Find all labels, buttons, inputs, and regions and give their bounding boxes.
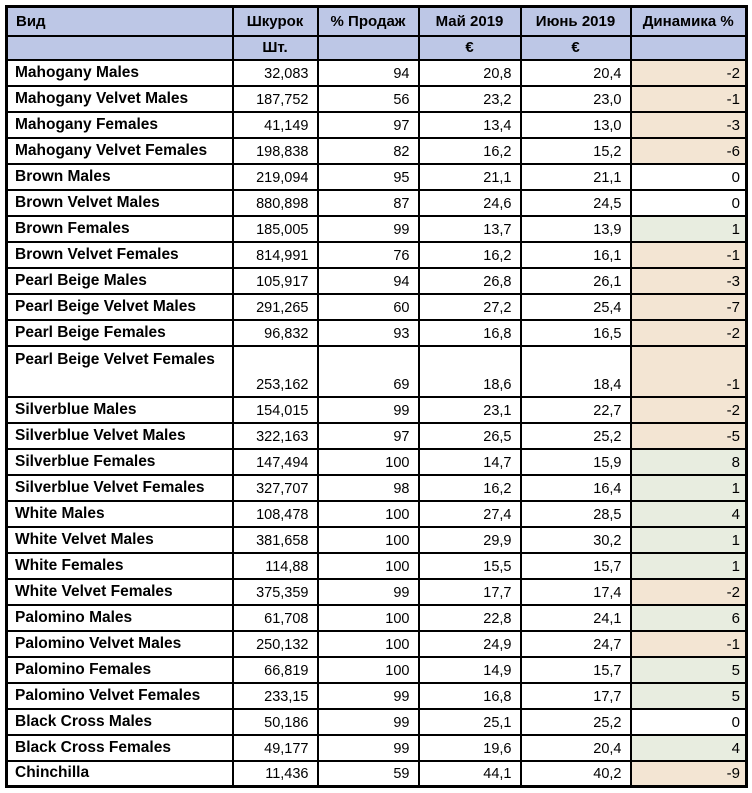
- subheader-june-euro: €: [521, 36, 631, 60]
- june-price-cell: 26,1: [521, 268, 631, 294]
- may-price-cell: 18,6: [419, 346, 521, 397]
- fur-type-cell: Pearl Beige Velvet Females: [7, 346, 233, 397]
- header-row: [7, 7, 747, 36]
- table-row: [7, 475, 747, 501]
- pelts-cell: 814,991: [233, 242, 318, 268]
- dynamics-cell: 1: [631, 553, 747, 579]
- column-header-dynamics: Динамика %: [631, 7, 747, 36]
- table-row: [7, 709, 747, 735]
- june-price-cell: 25,2: [521, 709, 631, 735]
- fur-type-cell: White Velvet Males: [7, 527, 233, 553]
- sales-pct-cell: 93: [318, 320, 419, 346]
- pelts-cell: 198,838: [233, 138, 318, 164]
- pelts-cell: 61,708: [233, 605, 318, 631]
- dynamics-cell: 1: [631, 527, 747, 553]
- pelts-cell: 327,707: [233, 475, 318, 501]
- june-price-cell: 13,9: [521, 216, 631, 242]
- fur-type-cell: Silverblue Velvet Females: [7, 475, 233, 501]
- table-row: [7, 579, 747, 605]
- subheader-units: Шт.: [233, 36, 318, 60]
- june-price-cell: 23,0: [521, 86, 631, 112]
- may-price-cell: 13,4: [419, 112, 521, 138]
- june-price-cell: 25,4: [521, 294, 631, 320]
- sales-pct-cell: 97: [318, 423, 419, 449]
- sales-pct-cell: 56: [318, 86, 419, 112]
- sales-pct-cell: 87: [318, 190, 419, 216]
- may-price-cell: 44,1: [419, 761, 521, 787]
- table-row: [7, 605, 747, 631]
- table-row: [7, 657, 747, 683]
- column-header-sales-pct: % Продаж: [318, 7, 419, 36]
- pelts-cell: 291,265: [233, 294, 318, 320]
- table-row: [7, 423, 747, 449]
- fur-type-cell: White Velvet Females: [7, 579, 233, 605]
- dynamics-cell: -1: [631, 242, 747, 268]
- fur-price-table: [5, 5, 748, 788]
- column-header-pelts: Шкурок: [233, 7, 318, 36]
- table-row: [7, 242, 747, 268]
- may-price-cell: 26,5: [419, 423, 521, 449]
- june-price-cell: 16,5: [521, 320, 631, 346]
- dynamics-cell: -1: [631, 631, 747, 657]
- pelts-cell: 114,88: [233, 553, 318, 579]
- sales-pct-cell: 99: [318, 709, 419, 735]
- fur-type-cell: White Females: [7, 553, 233, 579]
- june-price-cell: 25,2: [521, 423, 631, 449]
- june-price-cell: 15,7: [521, 657, 631, 683]
- sales-pct-cell: 99: [318, 216, 419, 242]
- june-price-cell: 40,2: [521, 761, 631, 787]
- pelts-cell: 880,898: [233, 190, 318, 216]
- dynamics-cell: 6: [631, 605, 747, 631]
- dynamics-cell: 0: [631, 164, 747, 190]
- dynamics-cell: -2: [631, 579, 747, 605]
- sales-pct-cell: 82: [318, 138, 419, 164]
- table-row: [7, 449, 747, 475]
- subheader-sales-pct: [318, 36, 419, 60]
- dynamics-cell: -2: [631, 397, 747, 423]
- pelts-cell: 233,15: [233, 683, 318, 709]
- pelts-cell: 41,149: [233, 112, 318, 138]
- subheader-type: [7, 36, 233, 60]
- may-price-cell: 16,2: [419, 475, 521, 501]
- may-price-cell: 22,8: [419, 605, 521, 631]
- sales-pct-cell: 100: [318, 553, 419, 579]
- may-price-cell: 21,1: [419, 164, 521, 190]
- fur-type-cell: Palomino Velvet Females: [7, 683, 233, 709]
- may-price-cell: 13,7: [419, 216, 521, 242]
- fur-type-cell: Palomino Velvet Males: [7, 631, 233, 657]
- pelts-cell: 322,163: [233, 423, 318, 449]
- dynamics-cell: -9: [631, 761, 747, 787]
- fur-type-cell: Brown Males: [7, 164, 233, 190]
- pelts-cell: 381,658: [233, 527, 318, 553]
- sales-pct-cell: 94: [318, 268, 419, 294]
- june-price-cell: 17,4: [521, 579, 631, 605]
- sales-pct-cell: 69: [318, 346, 419, 397]
- fur-type-cell: Silverblue Females: [7, 449, 233, 475]
- pelts-cell: 185,005: [233, 216, 318, 242]
- table-row: [7, 86, 747, 112]
- dynamics-cell: -2: [631, 320, 747, 346]
- dynamics-cell: -3: [631, 112, 747, 138]
- table-row: [7, 320, 747, 346]
- fur-type-cell: Silverblue Velvet Males: [7, 423, 233, 449]
- fur-type-cell: Palomino Females: [7, 657, 233, 683]
- june-price-cell: 24,1: [521, 605, 631, 631]
- sales-pct-cell: 100: [318, 605, 419, 631]
- column-header-type: Вид: [7, 7, 233, 36]
- dynamics-cell: 4: [631, 501, 747, 527]
- may-price-cell: 26,8: [419, 268, 521, 294]
- may-price-cell: 15,5: [419, 553, 521, 579]
- pelts-cell: 32,083: [233, 60, 318, 86]
- june-price-cell: 16,1: [521, 242, 631, 268]
- june-price-cell: 15,7: [521, 553, 631, 579]
- sales-pct-cell: 59: [318, 761, 419, 787]
- may-price-cell: 23,2: [419, 86, 521, 112]
- sales-pct-cell: 98: [318, 475, 419, 501]
- table-row: [7, 190, 747, 216]
- may-price-cell: 17,7: [419, 579, 521, 605]
- pelts-cell: 66,819: [233, 657, 318, 683]
- sales-pct-cell: 76: [318, 242, 419, 268]
- june-price-cell: 28,5: [521, 501, 631, 527]
- table-row: [7, 346, 747, 397]
- dynamics-cell: -6: [631, 138, 747, 164]
- sales-pct-cell: 99: [318, 735, 419, 761]
- column-header-june-2019: Июнь 2019: [521, 7, 631, 36]
- may-price-cell: 25,1: [419, 709, 521, 735]
- subheader-dynamics: [631, 36, 747, 60]
- pelts-cell: 50,186: [233, 709, 318, 735]
- column-header-may-2019: Май 2019: [419, 7, 521, 36]
- may-price-cell: 27,2: [419, 294, 521, 320]
- table-row: [7, 631, 747, 657]
- fur-type-cell: Palomino Males: [7, 605, 233, 631]
- may-price-cell: 16,8: [419, 320, 521, 346]
- table-row: [7, 553, 747, 579]
- pelts-cell: 108,478: [233, 501, 318, 527]
- may-price-cell: 16,2: [419, 242, 521, 268]
- dynamics-cell: 1: [631, 216, 747, 242]
- pelts-cell: 147,494: [233, 449, 318, 475]
- june-price-cell: 22,7: [521, 397, 631, 423]
- table-row: [7, 216, 747, 242]
- fur-type-cell: Black Cross Females: [7, 735, 233, 761]
- fur-type-cell: Brown Females: [7, 216, 233, 242]
- table-row: [7, 164, 747, 190]
- fur-type-cell: Chinchilla: [7, 761, 233, 787]
- sales-pct-cell: 100: [318, 657, 419, 683]
- table-row: [7, 138, 747, 164]
- june-price-cell: 15,2: [521, 138, 631, 164]
- pelts-cell: 253,162: [233, 346, 318, 397]
- fur-type-cell: Pearl Beige Males: [7, 268, 233, 294]
- dynamics-cell: 0: [631, 190, 747, 216]
- sales-pct-cell: 95: [318, 164, 419, 190]
- dynamics-cell: 1: [631, 475, 747, 501]
- fur-type-cell: Mahogany Males: [7, 60, 233, 86]
- sales-pct-cell: 99: [318, 397, 419, 423]
- june-price-cell: 21,1: [521, 164, 631, 190]
- table-row: [7, 761, 747, 787]
- dynamics-cell: -7: [631, 294, 747, 320]
- may-price-cell: 24,6: [419, 190, 521, 216]
- may-price-cell: 23,1: [419, 397, 521, 423]
- pelts-cell: 219,094: [233, 164, 318, 190]
- dynamics-cell: -2: [631, 60, 747, 86]
- june-price-cell: 13,0: [521, 112, 631, 138]
- may-price-cell: 16,8: [419, 683, 521, 709]
- fur-type-cell: Brown Velvet Males: [7, 190, 233, 216]
- june-price-cell: 20,4: [521, 60, 631, 86]
- may-price-cell: 20,8: [419, 60, 521, 86]
- may-price-cell: 24,9: [419, 631, 521, 657]
- pelts-cell: 11,436: [233, 761, 318, 787]
- dynamics-cell: 8: [631, 449, 747, 475]
- fur-type-cell: White Males: [7, 501, 233, 527]
- pelts-cell: 105,917: [233, 268, 318, 294]
- pelts-cell: 187,752: [233, 86, 318, 112]
- table-row: [7, 60, 747, 86]
- sales-pct-cell: 100: [318, 449, 419, 475]
- june-price-cell: 16,4: [521, 475, 631, 501]
- fur-type-cell: Brown Velvet Females: [7, 242, 233, 268]
- table-row: [7, 112, 747, 138]
- sales-pct-cell: 99: [318, 579, 419, 605]
- fur-type-cell: Mahogany Females: [7, 112, 233, 138]
- dynamics-cell: 5: [631, 657, 747, 683]
- may-price-cell: 14,7: [419, 449, 521, 475]
- june-price-cell: 20,4: [521, 735, 631, 761]
- fur-type-cell: Mahogany Velvet Females: [7, 138, 233, 164]
- dynamics-cell: 0: [631, 709, 747, 735]
- table-row: [7, 501, 747, 527]
- sales-pct-cell: 97: [318, 112, 419, 138]
- subheader-row: [7, 36, 747, 60]
- table-row: [7, 735, 747, 761]
- may-price-cell: 29,9: [419, 527, 521, 553]
- may-price-cell: 19,6: [419, 735, 521, 761]
- dynamics-cell: -5: [631, 423, 747, 449]
- may-price-cell: 14,9: [419, 657, 521, 683]
- dynamics-cell: -1: [631, 86, 747, 112]
- subheader-may-euro: €: [419, 36, 521, 60]
- fur-type-cell: Pearl Beige Velvet Males: [7, 294, 233, 320]
- table-row: [7, 397, 747, 423]
- may-price-cell: 27,4: [419, 501, 521, 527]
- fur-type-cell: Silverblue Males: [7, 397, 233, 423]
- may-price-cell: 16,2: [419, 138, 521, 164]
- june-price-cell: 18,4: [521, 346, 631, 397]
- june-price-cell: 15,9: [521, 449, 631, 475]
- pelts-cell: 96,832: [233, 320, 318, 346]
- pelts-cell: 154,015: [233, 397, 318, 423]
- sales-pct-cell: 100: [318, 631, 419, 657]
- sales-pct-cell: 100: [318, 501, 419, 527]
- fur-type-cell: Black Cross Males: [7, 709, 233, 735]
- table-row: [7, 527, 747, 553]
- dynamics-cell: -3: [631, 268, 747, 294]
- june-price-cell: 30,2: [521, 527, 631, 553]
- june-price-cell: 17,7: [521, 683, 631, 709]
- fur-type-cell: Pearl Beige Females: [7, 320, 233, 346]
- sales-pct-cell: 100: [318, 527, 419, 553]
- sales-pct-cell: 99: [318, 683, 419, 709]
- table-row: [7, 683, 747, 709]
- dynamics-cell: 5: [631, 683, 747, 709]
- pelts-cell: 375,359: [233, 579, 318, 605]
- dynamics-cell: 4: [631, 735, 747, 761]
- pelts-cell: 250,132: [233, 631, 318, 657]
- sales-pct-cell: 94: [318, 60, 419, 86]
- june-price-cell: 24,5: [521, 190, 631, 216]
- fur-type-cell: Mahogany Velvet Males: [7, 86, 233, 112]
- table-row: [7, 294, 747, 320]
- june-price-cell: 24,7: [521, 631, 631, 657]
- pelts-cell: 49,177: [233, 735, 318, 761]
- sales-pct-cell: 60: [318, 294, 419, 320]
- table-row: [7, 268, 747, 294]
- dynamics-cell: -1: [631, 346, 747, 397]
